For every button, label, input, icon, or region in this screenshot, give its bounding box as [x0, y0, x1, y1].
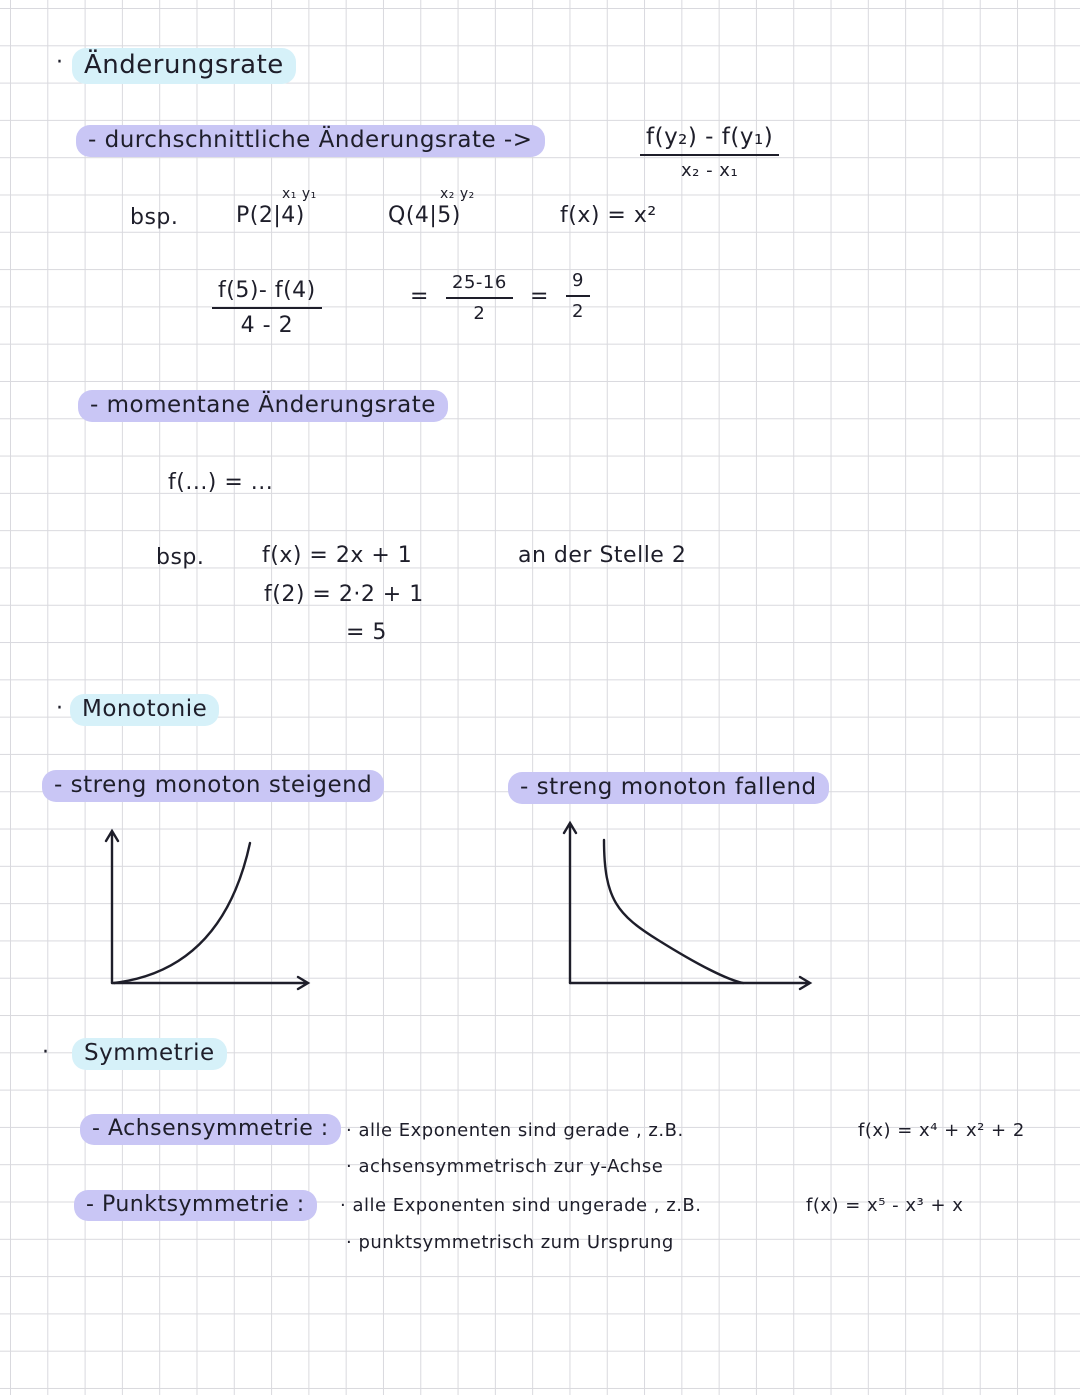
bullet-monotonie: · [56, 696, 63, 721]
momentan-note: an der Stelle 2 [518, 543, 687, 568]
mid-denominator: 2 [473, 303, 486, 324]
result-numerator: 9 [566, 270, 590, 297]
momentan-line-1: f(x) = 2x + 1 [262, 543, 413, 568]
calc-denominator: 4 - 2 [240, 313, 294, 338]
graph-increasing [100, 825, 320, 1000]
example-function: f(x) = x² [560, 203, 657, 228]
point-q: Q(4|5) [388, 203, 461, 228]
graph-increasing-y-axis [106, 831, 118, 983]
heading-aenderungsrate: Änderungsrate [72, 48, 296, 84]
bullet-symmetrie: · [42, 1040, 49, 1065]
label-achsensymmetrie: - Achsensymmetrie : [80, 1114, 341, 1145]
graph-increasing-x-axis [112, 977, 308, 989]
point-p-superscript: x₁ y₁ [282, 186, 317, 202]
result-denominator: 2 [572, 301, 584, 322]
graph-decreasing [558, 820, 818, 995]
result-fraction [566, 270, 590, 322]
label-punktsymmetrie: - Punktsymmetrie : [74, 1190, 317, 1221]
label-fallend: - streng monoton fallend [508, 772, 829, 804]
punkt-point-2: · punktsymmetrisch zum Ursprung [346, 1232, 674, 1253]
punkt-point-1: · alle Exponenten sind ungerade , z.B. [340, 1195, 702, 1216]
example-label-2: bsp. [156, 545, 205, 570]
punkt-example: f(x) = x⁵ - x³ + x [806, 1195, 964, 1216]
heading-monotonie: Monotonie [70, 694, 219, 726]
momentan-line-2: f(2) = 2·2 + 1 [264, 582, 424, 607]
formula-denominator: x₂ - x₁ [680, 160, 739, 181]
achsen-point-2: · achsensymmetrisch zur y-Achse [346, 1156, 664, 1177]
calc-numerator: f(5)- f(4) [212, 278, 322, 309]
momentan-line-3: = 5 [346, 620, 387, 645]
graph-decreasing-x-axis [570, 977, 810, 989]
formula-numerator: f(y₂) - f(y₁) [640, 124, 779, 156]
graph-decreasing-curve [604, 840, 743, 983]
graph-decreasing-y-axis [564, 823, 576, 983]
graph-increasing-curve [114, 843, 250, 983]
heading-symmetrie: Symmetrie [72, 1038, 227, 1070]
general-formula: f(...) = ... [168, 470, 274, 495]
mid-fraction [446, 272, 513, 324]
label-momentane-aenderungsrate: - momentane Änderungsrate [78, 390, 448, 422]
equals-sign-2: = [530, 284, 549, 309]
label-steigend: - streng monoton steigend [42, 770, 384, 802]
example-label-1: bsp. [130, 205, 179, 230]
bullet-aenderungsrate: · [56, 50, 63, 75]
label-durchschnittliche-aenderungsrate: - durchschnittliche Änderungsrate -> [76, 125, 545, 157]
achsen-point-1: · alle Exponenten sind gerade , z.B. [346, 1120, 684, 1141]
point-p: P(2|4) [236, 203, 305, 228]
formula-average-rate [640, 124, 779, 181]
point-q-superscript: x₂ y₂ [440, 186, 475, 202]
achsen-example: f(x) = x⁴ + x² + 2 [858, 1120, 1025, 1141]
calc-fraction [212, 278, 322, 338]
equals-sign-1: = [410, 284, 429, 309]
mid-numerator: 25-16 [446, 272, 513, 299]
